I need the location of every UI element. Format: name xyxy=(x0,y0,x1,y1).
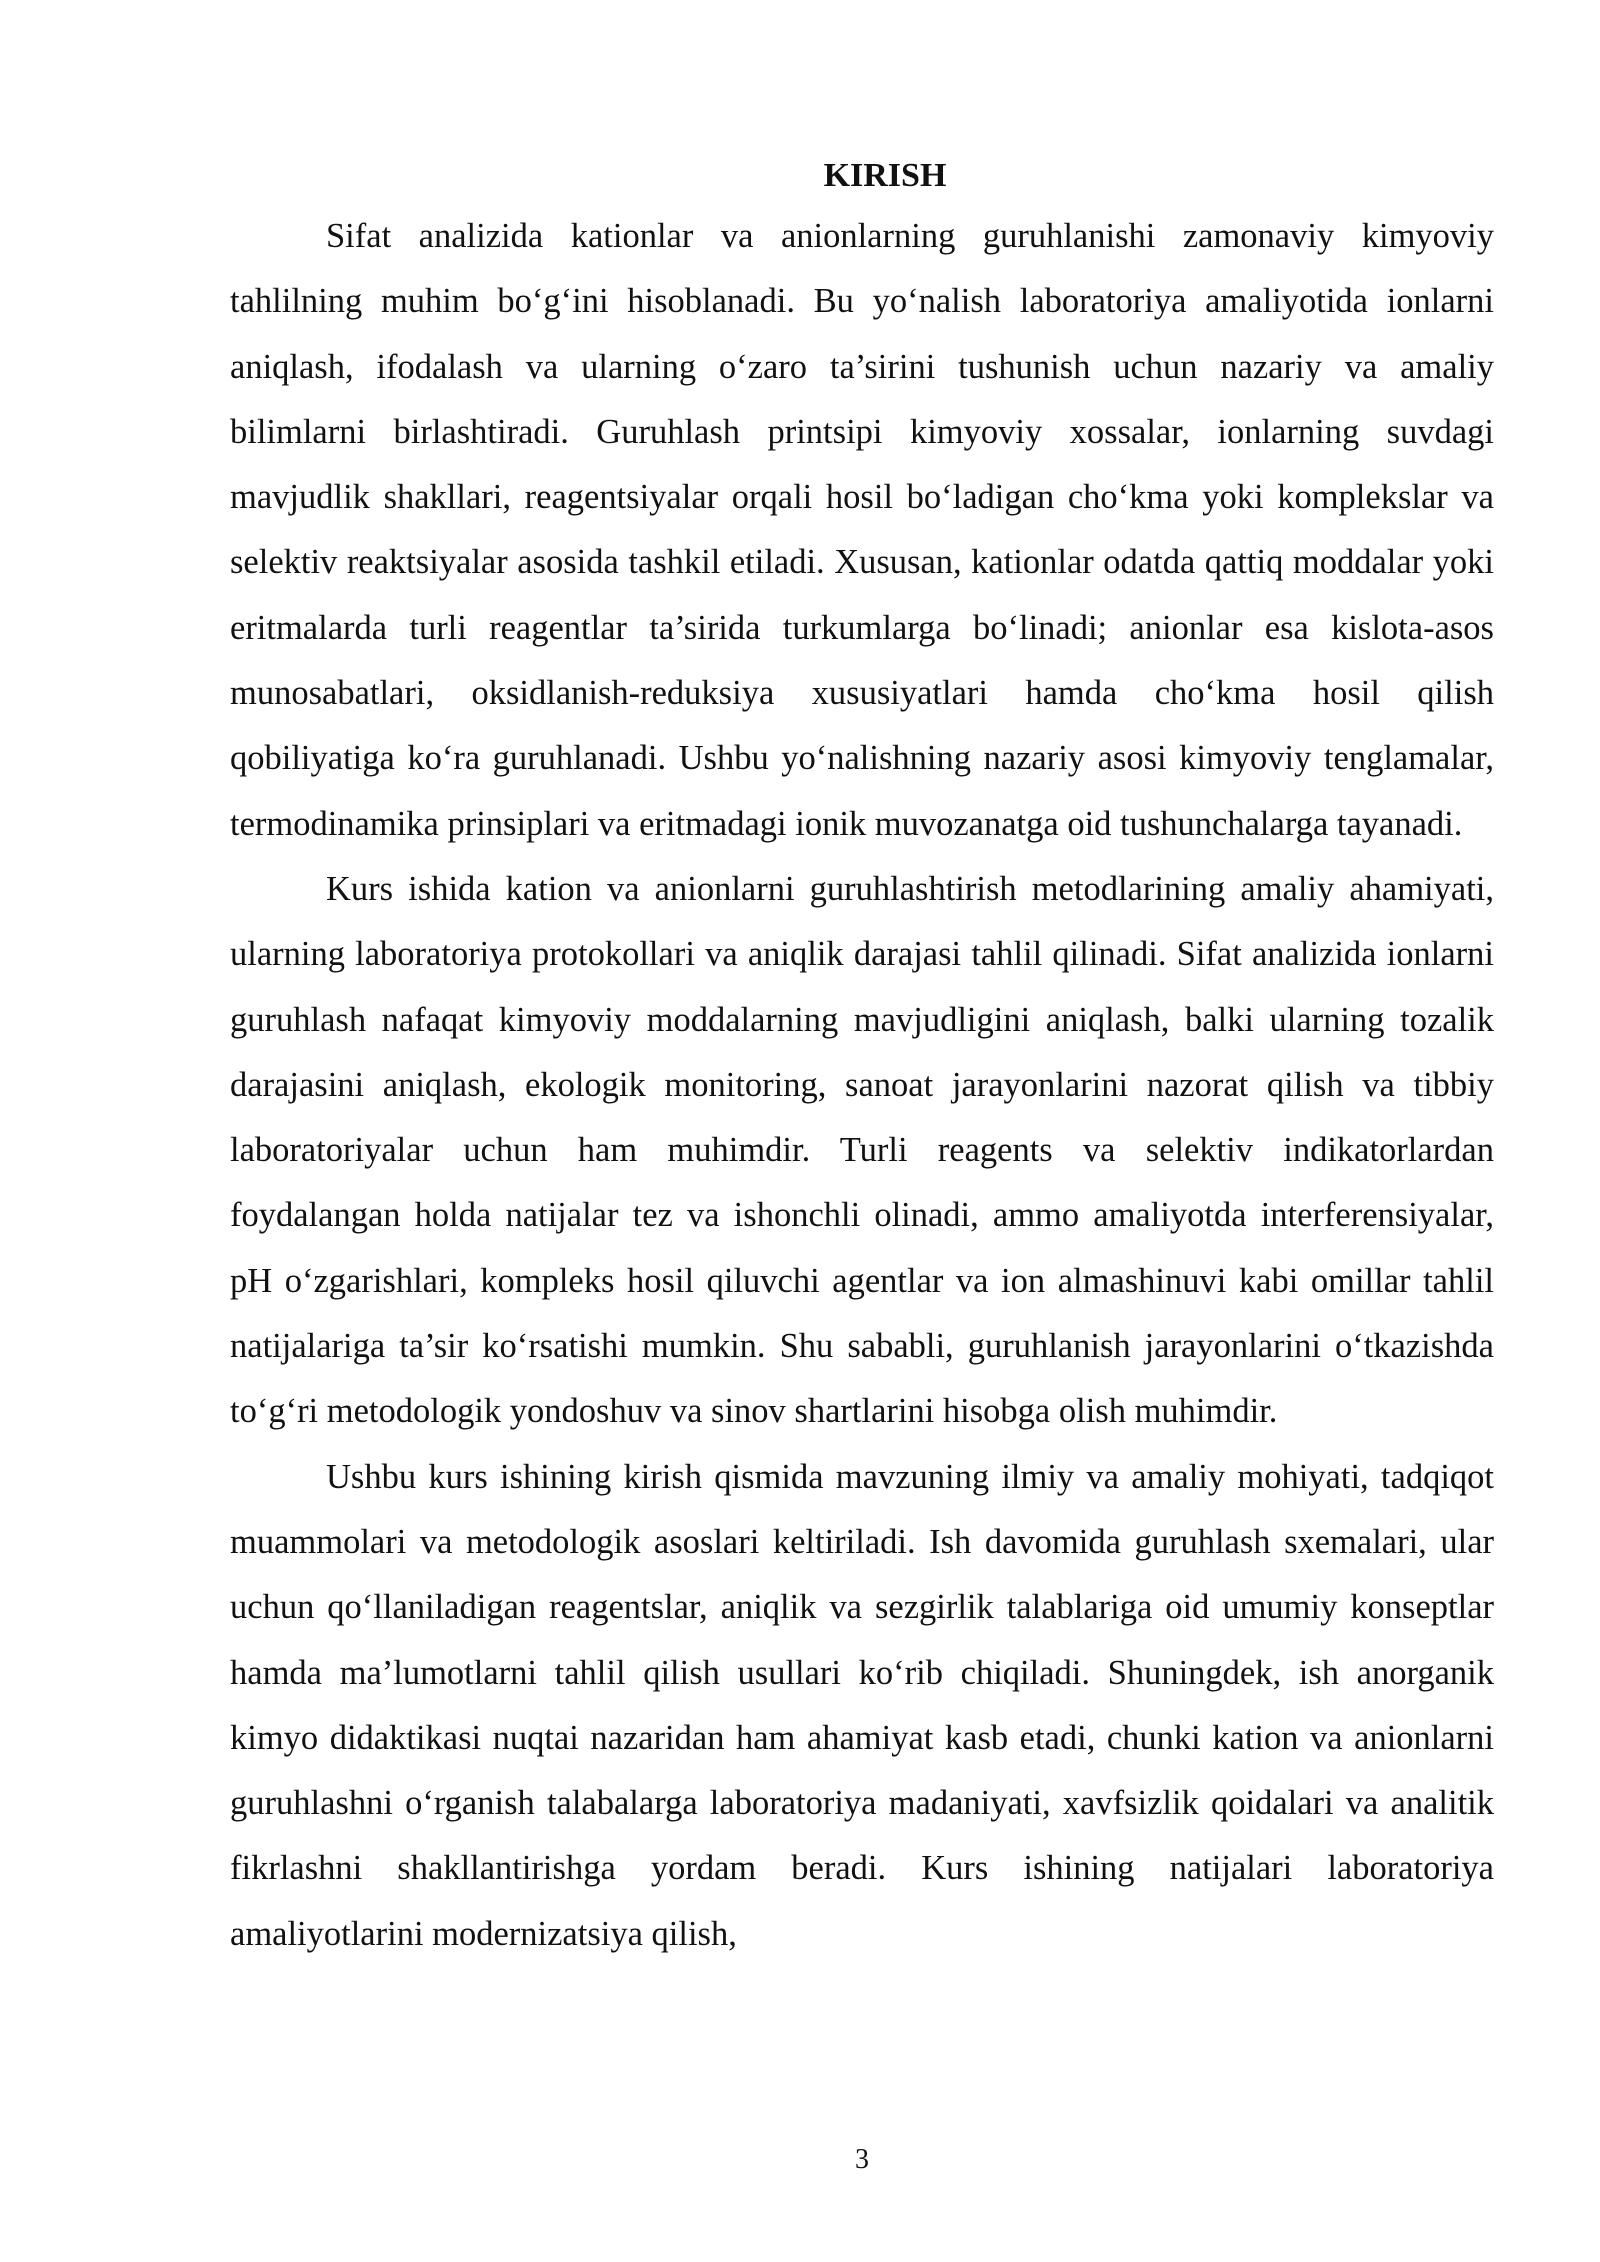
page-number: 3 xyxy=(855,2144,869,2175)
paragraph-2: Kurs ishida kation va anionlarni guruhlashtirish metodlarining amaliy ahamiyati, ularning laboratoriya protokollari va aniqlik darajasi tahlil qilinadi. Sifat analizida ionlarni guruhlash nafaqat kimyoviy moddalarning mavjudligini aniqlash, balki ularning tozalik darajasini aniqlash, ekologik monitoring, sanoat jarayonlarini nazorat qilish va tibbiy laboratoriyalar uchun ham muhimdir. Turli reagents va selektiv indikatorlardan foydalangan holda natijalar tez va ishonchli olinadi, ammo amaliyotda interferensiyalar, pH o‘zgarishlari, kompleks hosil qiluvchi agentlar va ion almashinuvi kabi omillar tahlil natijalariga ta’sir ko‘rsatishi mumkin. Shu sababli, guruhlanish jarayonlarini o‘tkazishda to‘g‘ri metodologik yondoshuv va sinov shartlarini hisobga olish muhimdir. xyxy=(230,869,1494,1431)
paragraph-1: Sifat analizida kationlar va anionlarning guruhlanishi zamonaviy kimyoviy tahlilning muhim bo‘g‘ini hisoblanadi. Bu yo‘nalish laboratoriya amaliyotida ionlarni aniqlash, ifodalash va ularning o‘zaro ta’sirini tushunish uchun nazariy va amaliy bilimlarni birlashtiradi. Guruhlash printsipi kimyoviy xossalar, ionlarning suvdagi mavjudlik shakllari, reagentsiyalar orqali hosil bo‘ladigan cho‘kma yoki komplekslar va selektiv reaktsiyalar asosida tashkil etiladi. Xususan, kationlar odatda qattiq moddalar yoki eritmalarda turli reagentlar ta’sirida turkumlarga bo‘linadi; anionlar esa kislota-asos munosabatlari, oksidlanish-reduksiya xususiyatlari hamda cho‘kma hosil qilish qobiliyatiga ko‘ra guruhlanadi. Ushbu yo‘nalishning nazariy asosi kimyoviy tenglamalar, termodinamika prinsiplari va eritmadagi ionik muvozanatga oid tushunchalarga tayanadi. xyxy=(230,217,1494,843)
page-body xyxy=(230,148,1494,1967)
section-heading: KIRISH xyxy=(823,157,947,194)
paragraph-3: Ushbu kurs ishining kirish qismida mavzuning ilmiy va amaliy mohiyati, tadqiqot muammolari va metodologik asoslari keltiriladi. Ish davomida guruhlash sxemalari, ular uchun qo‘llaniladigan reagentslar, aniqlik va sezgirlik talablariga oid umumiy konseptlar hamda ma’lumotlarni tahlil qilish usullari ko‘rib chiqiladi. Shuningdek, ish anorganik kimyo didaktikasi nuqtai nazaridan ham ahamiyat kasb etadi, chunki kation va anionlarni guruhlashni o‘rganish talabalarga laboratoriya madaniyati, xavfsizlik qoidalari va analitik fikrlashni shakllantirishga yordam beradi. Kurs ishining natijalari laboratoriya amaliyotlarini modernizatsiya qilish, xyxy=(230,1457,1494,1953)
